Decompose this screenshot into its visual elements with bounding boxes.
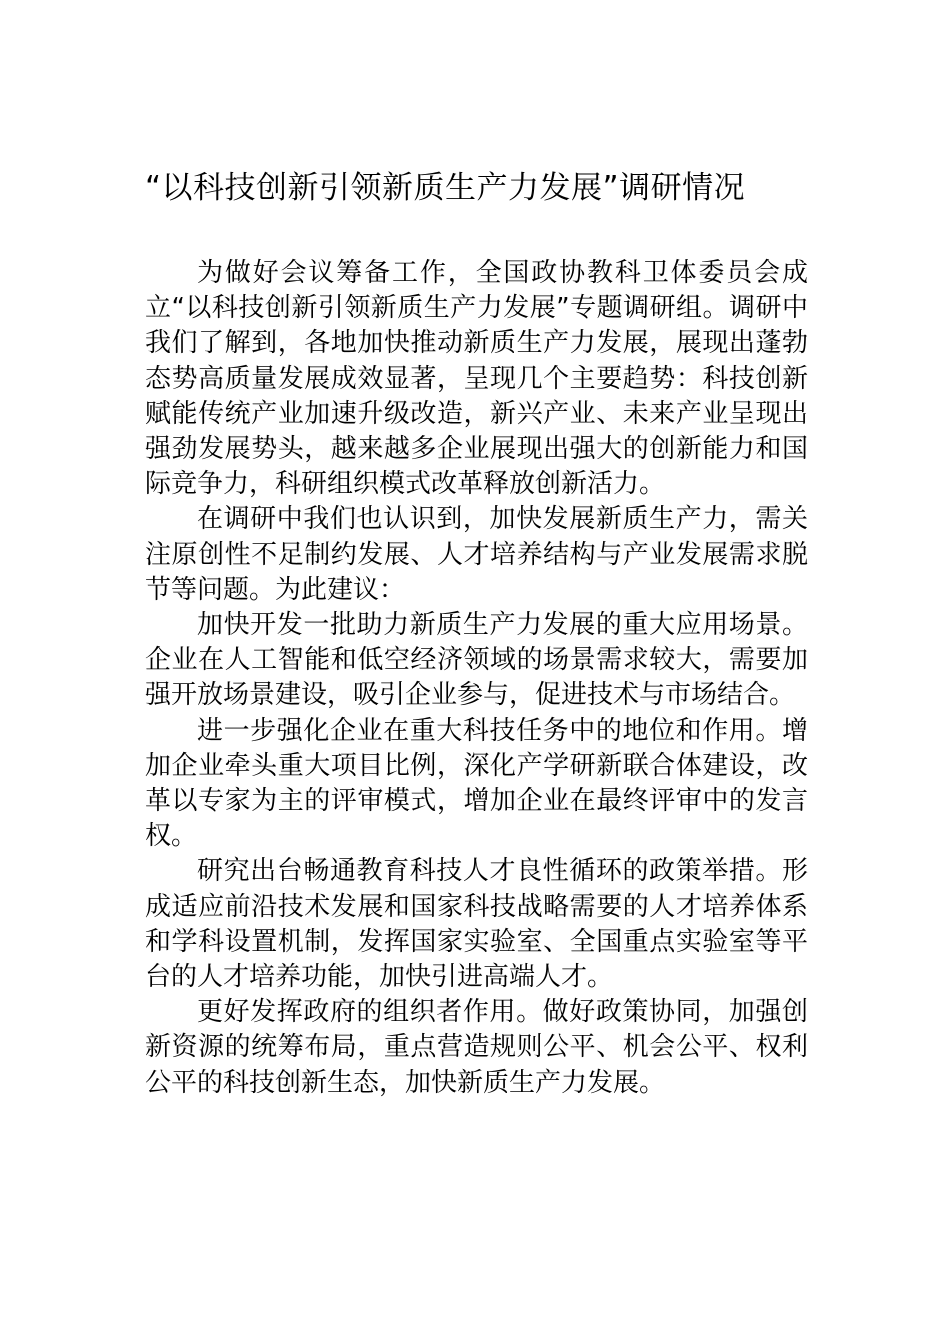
paragraph-issues: 在调研中我们也认识到，加快发展新质生产力，需关注原创性不足制约发展、人才培养结构与产业发展需求脱节等问题。为此建议：	[145, 504, 808, 605]
paragraph-suggestion-enterprises: 进一步强化企业在重大科技任务中的地位和作用。增加企业牵头重大项目比例，深化产学研新联合体建设，改革以专家为主的评审模式，增加企业在最终评审中的发言权。	[145, 715, 808, 852]
paragraph-intro: 为做好会议筹备工作，全国政协教科卫体委员会成立“以科技创新引领新质生产力发展”专题调研组。调研中我们了解到，各地加快推动新质生产力发展，展现出蓬勃态势高质量发展成效显著，呈现几个主要趋势：科技创新赋能传统产业加速升级改造，新兴产业、未来产业呈现出强劲发展势头，越来越多企业展现出强大的创新能力和国际竞争力，科研组织模式改革释放创新活力。	[145, 258, 808, 500]
document-body	[145, 256, 808, 1101]
paragraph-suggestion-talent: 研究出台畅通教育科技人才良性循环的政策举措。形成适应前沿技术发展和国家科技战略需要的人才培养体系和学科设置机制，发挥国家实验室、全国重点实验室等平台的人才培养功能，加快引进高端人才。	[145, 856, 808, 993]
paragraph-suggestion-scenarios: 加快开发一批助力新质生产力发展的重大应用场景。企业在人工智能和低空经济领域的场景需求较大，需要加强开放场景建设，吸引企业参与，促进技术与市场结合。	[145, 610, 808, 711]
paragraph-suggestion-government: 更好发挥政府的组织者作用。做好政策协同，加强创新资源的统筹布局，重点营造规则公平、机会公平、权利公平的科技创新生态，加快新质生产力发展。	[145, 997, 808, 1098]
document-title: “以科技创新引领新质生产力发展”调研情况	[145, 170, 746, 206]
